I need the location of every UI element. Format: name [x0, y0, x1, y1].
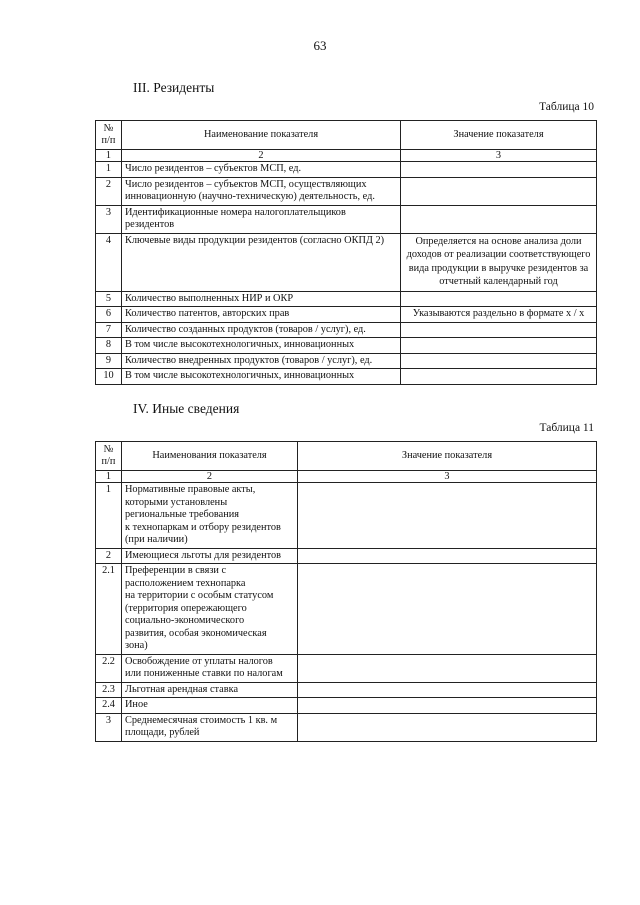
section-title-residents: III. Резиденты [133, 80, 215, 95]
indicator-name: Имеющиеся льготы для резидентов [122, 548, 298, 564]
other-info-table [95, 441, 597, 742]
table-row [96, 162, 597, 178]
table-row [96, 307, 597, 323]
indicator-value [401, 322, 597, 338]
table-row [96, 338, 597, 354]
indicator-name: Число резидентов – субъектов МСП, осуществляющих инновационную (научно-техническую) деятельность, ед. [122, 177, 401, 205]
indicator-value [298, 654, 597, 682]
indicator-value: Указываются раздельно в формате х / х [401, 307, 597, 323]
indicator-name: Количество внедренных продуктов (товаров / услуг), ед. [122, 353, 401, 369]
indicator-value [298, 682, 597, 698]
table-row [96, 654, 597, 682]
indicator-value [401, 205, 597, 233]
table-row [96, 177, 597, 205]
header-number: № п/п [96, 442, 122, 471]
row-number: 2 [96, 177, 122, 205]
row-number: 2.4 [96, 698, 122, 714]
row-number: 2.1 [96, 564, 122, 655]
header-indicator-name: Наименование показателя [122, 121, 401, 150]
indicator-name: В том числе высокотехнологичных, инновационных [122, 369, 401, 385]
section-title-other-info: IV. Иные сведения [133, 401, 240, 416]
table-row [96, 564, 597, 655]
header-indicator-name: Наименования показателя [122, 442, 298, 471]
page-number: 63 [313, 38, 327, 53]
table-row [96, 353, 597, 369]
indicator-value [401, 291, 597, 307]
indicator-value [401, 162, 597, 178]
indicator-value: Определяется на основе анализа доли доходов от реализации соответствующего вида продукции в выручке резидентов за отчетный календарный год [401, 233, 597, 291]
column-number: 2 [122, 471, 298, 483]
header-number: № п/п [96, 121, 122, 150]
indicator-value [401, 177, 597, 205]
column-number-row [96, 150, 597, 162]
table-row [96, 205, 597, 233]
residents-table [95, 120, 597, 385]
indicator-name: Среднемесячная стоимость 1 кв. м площади, рублей [122, 713, 298, 741]
row-number: 1 [96, 162, 122, 178]
table-row [96, 291, 597, 307]
table-header-row [96, 442, 597, 471]
row-number: 2.2 [96, 654, 122, 682]
column-number: 3 [298, 471, 597, 483]
indicator-name: Ключевые виды продукции резидентов (согласно ОКПД 2) [122, 233, 401, 291]
row-number: 6 [96, 307, 122, 323]
table-row [96, 369, 597, 385]
table-row [96, 322, 597, 338]
indicator-name: В том числе высокотехнологичных, инновационных [122, 338, 401, 354]
row-number: 2 [96, 548, 122, 564]
row-number: 2.3 [96, 682, 122, 698]
indicator-name: Идентификационные номера налогоплательщиков резидентов [122, 205, 401, 233]
indicator-value [401, 338, 597, 354]
table-row [96, 483, 597, 549]
row-number: 1 [96, 483, 122, 549]
table-row [96, 548, 597, 564]
row-number: 5 [96, 291, 122, 307]
row-number: 4 [96, 233, 122, 291]
indicator-value [401, 353, 597, 369]
table-row [96, 698, 597, 714]
table-row [96, 713, 597, 741]
indicator-value [298, 548, 597, 564]
header-indicator-value: Значение показателя [298, 442, 597, 471]
indicator-name: Льготная арендная ставка [122, 682, 298, 698]
table-row [96, 233, 597, 291]
table-caption-10: Таблица 10 [539, 101, 594, 113]
indicator-name: Количество выполненных НИР и ОКР [122, 291, 401, 307]
table-row [96, 682, 597, 698]
column-number: 3 [401, 150, 597, 162]
column-number: 2 [122, 150, 401, 162]
row-number: 8 [96, 338, 122, 354]
table-caption-11: Таблица 11 [539, 422, 594, 434]
column-number-row [96, 471, 597, 483]
indicator-value [298, 713, 597, 741]
indicator-value [298, 564, 597, 655]
row-number: 3 [96, 205, 122, 233]
indicator-value [401, 369, 597, 385]
column-number: 1 [96, 471, 122, 483]
indicator-name: Количество созданных продуктов (товаров / услуг), ед. [122, 322, 401, 338]
header-indicator-value: Значение показателя [401, 121, 597, 150]
row-number: 3 [96, 713, 122, 741]
indicator-name: Освобождение от уплаты налогов или пониженные ставки по налогам [122, 654, 298, 682]
indicator-name: Иное [122, 698, 298, 714]
row-number: 7 [96, 322, 122, 338]
column-number: 1 [96, 150, 122, 162]
indicator-name: Число резидентов – субъектов МСП, ед. [122, 162, 401, 178]
indicator-name: Количество патентов, авторских прав [122, 307, 401, 323]
row-number: 9 [96, 353, 122, 369]
indicator-name: Преференции в связи с расположением технопарка на территории с особым статусом (территория опережающего социально-экономического развития, особая экономическая зона) [122, 564, 298, 655]
row-number: 10 [96, 369, 122, 385]
table-header-row [96, 121, 597, 150]
indicator-name: Нормативные правовые акты, которыми установлены региональные требования к технопаркам и отбору резидентов (при наличии) [122, 483, 298, 549]
indicator-value [298, 483, 597, 549]
indicator-value [298, 698, 597, 714]
